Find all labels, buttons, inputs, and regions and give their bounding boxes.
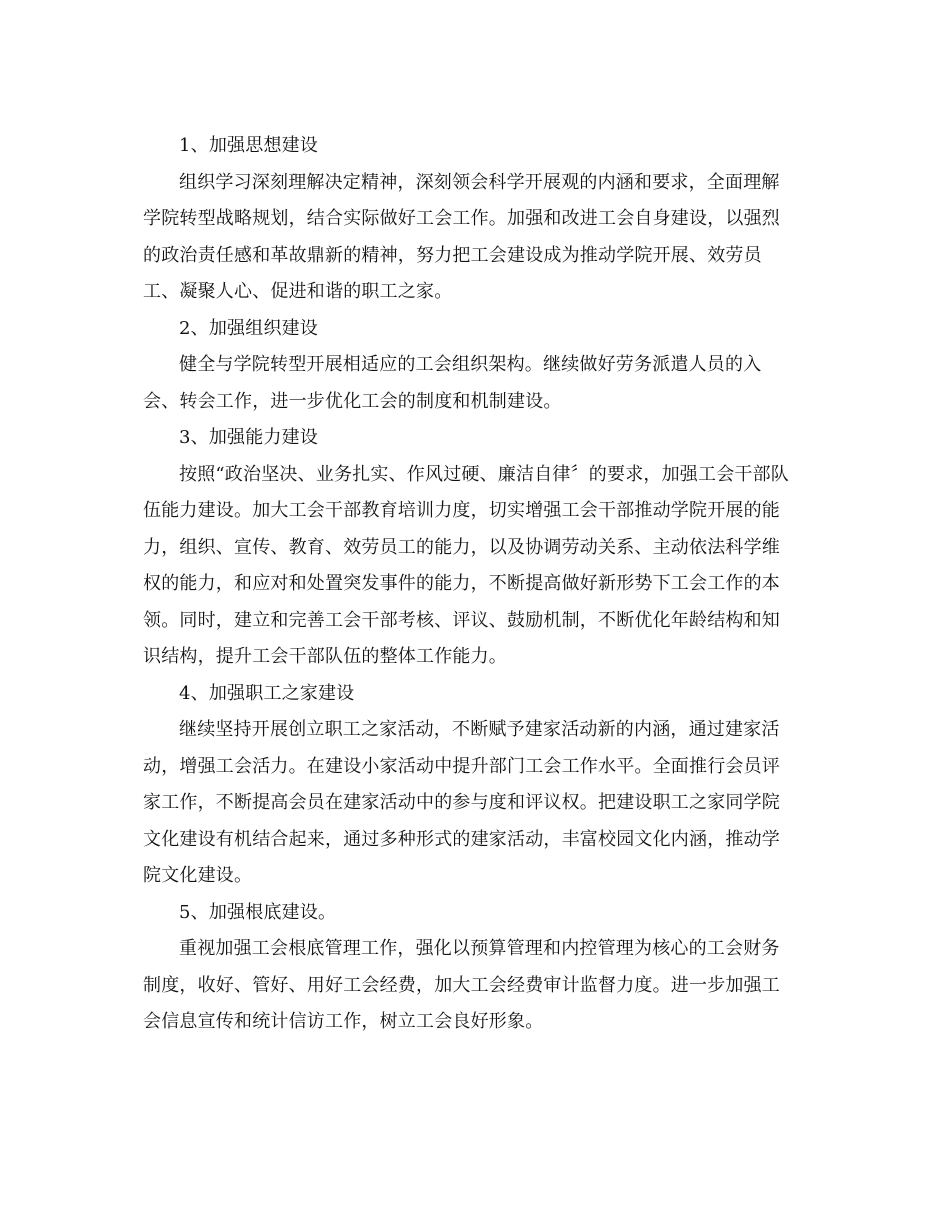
paragraph-line: 重视加强工会根底管理工作，强化以预算管理和内控管理为核心的工会财务 (179, 938, 780, 959)
paragraph-line: 院文化建设。 (143, 865, 253, 886)
paragraph-line: 制度，收好、管好、用好工会经费，加大工会经费审计监督力度。进一步加强工 (143, 974, 780, 996)
paragraph-line: 家工作，不断提高会员在建家活动中的参与度和评议权。把建设职工之家同学院 (143, 792, 780, 813)
paragraph-line: 识结构，提升工会干部队伍的整体工作能力。 (143, 646, 507, 667)
document-body (143, 128, 808, 1041)
paragraph-line: 健全与学院转型开展相适应的工会组织架构。继续做好劳务派遣人员的入 (179, 354, 762, 375)
section-heading-5: 5、加强根底建设。 (179, 901, 337, 923)
paragraph-line: 会、转会工作，进一步优化工会的制度和机制建设。 (143, 390, 562, 412)
section-heading-2: 2、加强组织建设 (179, 317, 319, 339)
paragraph-line: 继续坚持开展创立职工之家活动，不断赋予建家活动新的内涵，通过建家活 (179, 719, 780, 740)
paragraph-line: 学院转型战略规划，结合实际做好工会工作。加强和改进工会自身建设，以强烈 (143, 208, 780, 229)
paragraph-line: 工、凝聚人心、促进和谐的职工之家。 (143, 281, 453, 302)
section-heading-4: 4、加强职工之家建设 (179, 682, 355, 704)
paragraph-line: 力，组织、宣传、教育、效劳员工的能力，以及协调劳动关系、主动依法科学维 (143, 536, 780, 558)
paragraph-line: 权的能力，和应对和处置突发事件的能力，不断提高做好新形势下工会工作的本 (143, 573, 780, 594)
paragraph-line: 动，增强工会活力。在建设小家活动中提升部门工会工作水平。全面推行会员评 (143, 755, 780, 777)
paragraph-line: 组织学习深刻理解决定精神，深刻领会科学开展观的内涵和要求，全面理解 (179, 171, 780, 193)
paragraph-line: 领。同时，建立和完善工会干部考核、评议、鼓励机制，不断优化年龄结构和知 (143, 609, 780, 631)
paragraph-line: 文化建设有机结合起来，通过多种形式的建家活动，丰富校园文化内涵，推动学 (143, 828, 780, 850)
paragraph-line: 的政治责任感和革故鼎新的精神，努力把工会建设成为推动学院开展、效劳员 (143, 244, 762, 266)
paragraph-line: 会信息宣传和统计信访工作，树立工会良好形象。 (143, 1011, 544, 1032)
section-heading-1: 1、加强思想建设 (179, 135, 319, 156)
paragraph-line: 按照“政治坚决、业务扎实、作风过硬、廉洁自律〞的要求，加强工会干部队 (179, 463, 789, 485)
paragraph-line: 伍能力建设。加大工会干部教育培训力度，切实增强工会干部推动学院开展的能 (143, 500, 780, 521)
section-heading-3: 3、加强能力建设 (179, 427, 319, 448)
